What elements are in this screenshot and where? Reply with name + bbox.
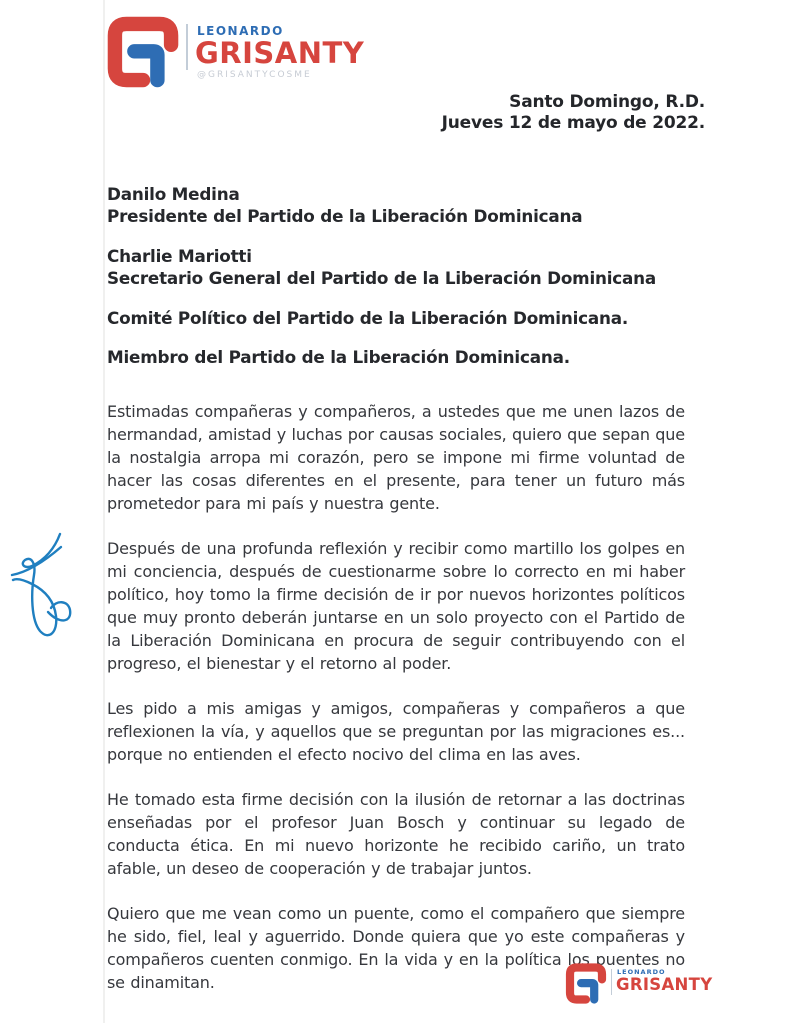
logo-wordmark <box>616 963 712 993</box>
logo-first-name: LEONARDO <box>197 24 284 38</box>
logo-wordmark <box>195 16 364 80</box>
paragraph: Quiero que me vean como un puente, como el compañero que siempre he sido, fiel, leal y aguerrido. Donde quiera que yo este compañeras y compañeros cuenten conmigo. En la vida y en la política los puentes no se dinamitan. <box>107 904 685 992</box>
date-line: Jueves 12 de mayo de 2022. <box>441 113 705 133</box>
address-line: Comité Político del Partido de la Liberación Dominicana. <box>107 308 629 328</box>
grisanty-logo-icon <box>565 963 607 1004</box>
logo-last-name: GRISANTY <box>195 36 365 70</box>
place-line: Santo Domingo, R.D. <box>509 92 705 112</box>
recipient-block <box>107 245 685 289</box>
logo-last-name: GRISANTY <box>616 974 713 994</box>
logo-social-handle: @GRISANTYCOSME <box>197 70 312 80</box>
paragraph: Estimadas compañeras y compañeros, a ustedes que me unen lazos de hermandad, amistad y luchas por causas sociales, quiero que sepan que la nostalgia arropa mi corazón, pero se impone mi firme voluntad de hacer las cosas diferentes en el presente, para tener un futuro más prometedor para mi país y nuestra gente. <box>107 402 685 513</box>
recipient-name: Charlie Mariotti <box>107 246 252 266</box>
header-logo <box>106 16 364 88</box>
recipient-name: Danilo Medina <box>107 184 240 204</box>
logo-first-name: LEONARDO <box>617 968 666 976</box>
logo-divider <box>611 969 612 995</box>
paragraphs <box>107 400 685 994</box>
recipient-title: Secretario General del Partido de la Liberación Dominicana <box>107 268 657 288</box>
paragraph: Les pido a mis amigas y amigos, compañeras y compañeros a que reflexionen la vía, y aquellos que se preguntan por las migraciones es... porque no entienden el efecto nocivo del clima en las aves. <box>107 699 685 764</box>
paragraph: Después de una profunda reflexión y recibir como martillo los golpes en mi conciencia, después de cuestionarme sobre lo correcto en mi haber político, hoy tomo la firme decisión de ir por nuevos horizontes políticos que muy pronto deberán juntarse en un solo proyecto con el Partido de la Liberación Dominicana en procura de seguir contribuyendo con el progreso, el bienestar y el retorno al poder. <box>107 539 685 673</box>
date-block <box>442 92 705 134</box>
letter-body <box>107 183 685 1016</box>
recipient-title: Presidente del Partido de la Liberación Dominicana <box>107 206 583 226</box>
logo-divider <box>186 24 188 70</box>
signature-scribble <box>4 528 100 660</box>
recipient-block <box>107 183 685 227</box>
grisanty-logo-icon <box>106 16 180 88</box>
footer-logo <box>565 963 712 1004</box>
address-line: Miembro del Partido de la Liberación Dominicana. <box>107 347 570 367</box>
scan-artifact-line <box>103 0 105 1023</box>
paragraph: He tomado esta firme decisión con la ilusión de retornar a las doctrinas enseñadas por el profesor Juan Bosch y continuar su legado de conducta ética. En mi nuevo horizonte he recibido cariño, un trato afable, un deseo de cooperación y de trabajar juntos. <box>107 790 685 878</box>
